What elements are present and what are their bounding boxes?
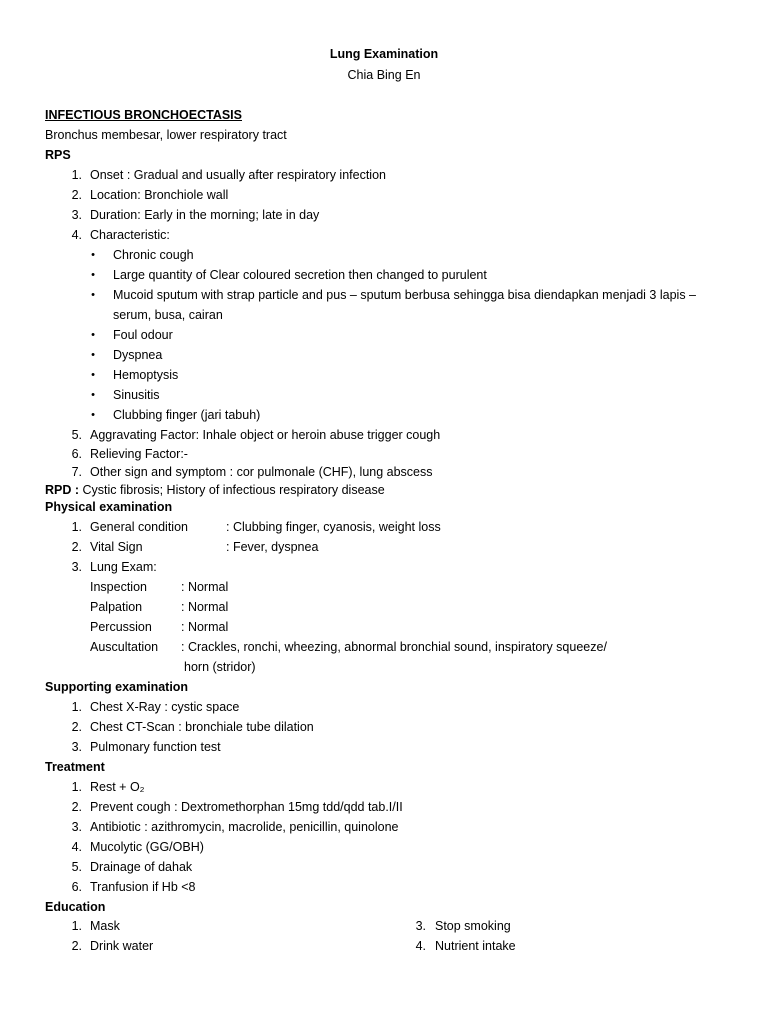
list-item: Tranfusion if Hb <8: [90, 880, 196, 894]
list-item-label: General condition: [90, 520, 188, 534]
treatment-heading: Treatment: [45, 760, 105, 774]
document-title: Lung Examination: [329, 47, 439, 61]
list-number: 1.: [71, 520, 82, 534]
document-author: Chia Bing En: [347, 68, 421, 82]
list-item: Stop smoking: [435, 919, 511, 933]
list-item: Location: Bronchiole wall: [90, 188, 229, 202]
list-item-label: Vital Sign: [90, 540, 143, 554]
list-item: Prevent cough : Dextromethorphan 15mg tdd/qdd tab.I/II: [90, 800, 403, 814]
list-number: 5.: [71, 860, 82, 874]
list-number: 3.: [71, 208, 82, 222]
list-number: 2.: [71, 188, 82, 202]
list-number: 6.: [71, 447, 82, 461]
list-number: 3.: [71, 820, 82, 834]
list-number: 2.: [71, 939, 82, 953]
bullet-item: Sinusitis: [113, 388, 160, 402]
list-item-label: Lung Exam:: [90, 560, 157, 574]
list-number: 2.: [71, 540, 82, 554]
bullet-item: Hemoptysis: [113, 368, 179, 382]
lung-exam-value: : Normal: [181, 620, 229, 634]
section-definition: Bronchus membesar, lower respiratory tract: [45, 128, 287, 142]
list-number: 1.: [71, 919, 82, 933]
list-number: 1.: [71, 168, 82, 182]
list-number: 1.: [71, 700, 82, 714]
list-item: Mucolytic (GG/OBH): [90, 840, 204, 854]
list-number: 2.: [71, 720, 82, 734]
list-number: 4.: [71, 840, 82, 854]
list-number: 6.: [71, 880, 82, 894]
bullet-icon: •: [91, 329, 95, 341]
list-item: Chest CT-Scan : bronchiale tube dilation: [90, 720, 314, 734]
bullet-icon: •: [91, 289, 95, 301]
bullet-icon: •: [91, 269, 95, 281]
rps-heading: RPS: [45, 148, 71, 162]
list-item: Drink water: [90, 939, 154, 953]
list-item: Rest + O₂: [90, 780, 145, 794]
bullet-icon: •: [91, 249, 95, 261]
rpd-label: RPD :: [45, 483, 80, 497]
list-item: Mask: [90, 919, 120, 933]
bullet-item: Chronic cough: [113, 248, 194, 262]
list-item: Chest X-Ray : cystic space: [90, 700, 240, 714]
rpd-line: [45, 482, 385, 498]
lung-exam-label: Inspection: [90, 580, 147, 594]
list-number: 7.: [71, 465, 82, 479]
list-number: 2.: [71, 800, 82, 814]
bullet-icon: •: [91, 389, 95, 401]
lung-exam-value: : Crackles, ronchi, wheezing, abnormal bronchial sound, inspiratory squeeze/: [181, 640, 607, 654]
lung-exam-label: Auscultation: [90, 640, 159, 654]
lung-exam-label: Palpation: [90, 600, 143, 614]
bullet-icon: •: [91, 369, 95, 381]
list-number: 3.: [415, 919, 426, 933]
bullet-icon: •: [91, 349, 95, 361]
list-number: 3.: [71, 740, 82, 754]
list-item: Pulmonary function test: [90, 740, 221, 754]
list-item-value: : Clubbing finger, cyanosis, weight loss: [226, 520, 441, 534]
lung-exam-label: Percussion: [90, 620, 152, 634]
bullet-icon: •: [91, 409, 95, 421]
education-heading: Education: [45, 900, 106, 914]
bullet-item: Dyspnea: [113, 348, 163, 362]
list-number: 5.: [71, 428, 82, 442]
bullet-item: Foul odour: [113, 328, 173, 342]
list-item: Onset : Gradual and usually after respiratory infection: [90, 168, 386, 182]
bullet-item: Clubbing finger (jari tabuh): [113, 408, 261, 422]
physical-heading: Physical examination: [45, 500, 173, 514]
list-item-value: : Fever, dyspnea: [226, 540, 319, 554]
list-item: Antibiotic : azithromycin, macrolide, penicillin, quinolone: [90, 820, 399, 834]
list-number: 4.: [71, 228, 82, 242]
list-item: Characteristic:: [90, 228, 170, 242]
list-item: Nutrient intake: [435, 939, 516, 953]
list-item: Other sign and symptom : cor pulmonale (CHF), lung abscess: [90, 465, 433, 479]
list-number: 4.: [415, 939, 426, 953]
section-heading: INFECTIOUS BRONCHOECTASIS: [45, 108, 242, 122]
list-item: Drainage of dahak: [90, 860, 193, 874]
list-number: 3.: [71, 560, 82, 574]
list-item: Relieving Factor:-: [90, 447, 188, 461]
supporting-heading: Supporting examination: [45, 680, 189, 694]
list-item: Duration: Early in the morning; late in day: [90, 208, 320, 222]
bullet-item: Large quantity of Clear coloured secretion then changed to purulent: [113, 268, 487, 282]
lung-exam-value-continuation: horn (stridor): [184, 660, 256, 674]
lung-exam-value: : Normal: [181, 600, 229, 614]
lung-exam-value: : Normal: [181, 580, 229, 594]
bullet-item: Mucoid sputum with strap particle and pus – sputum berbusa sehingga bisa diendapkan menjadi 3 lapis –: [113, 288, 696, 302]
rpd-text: Cystic fibrosis; History of infectious respiratory disease: [79, 483, 385, 497]
list-number: 1.: [71, 780, 82, 794]
list-item: Aggravating Factor: Inhale object or heroin abuse trigger cough: [90, 428, 441, 442]
bullet-item-continuation: serum, busa, cairan: [113, 308, 223, 322]
